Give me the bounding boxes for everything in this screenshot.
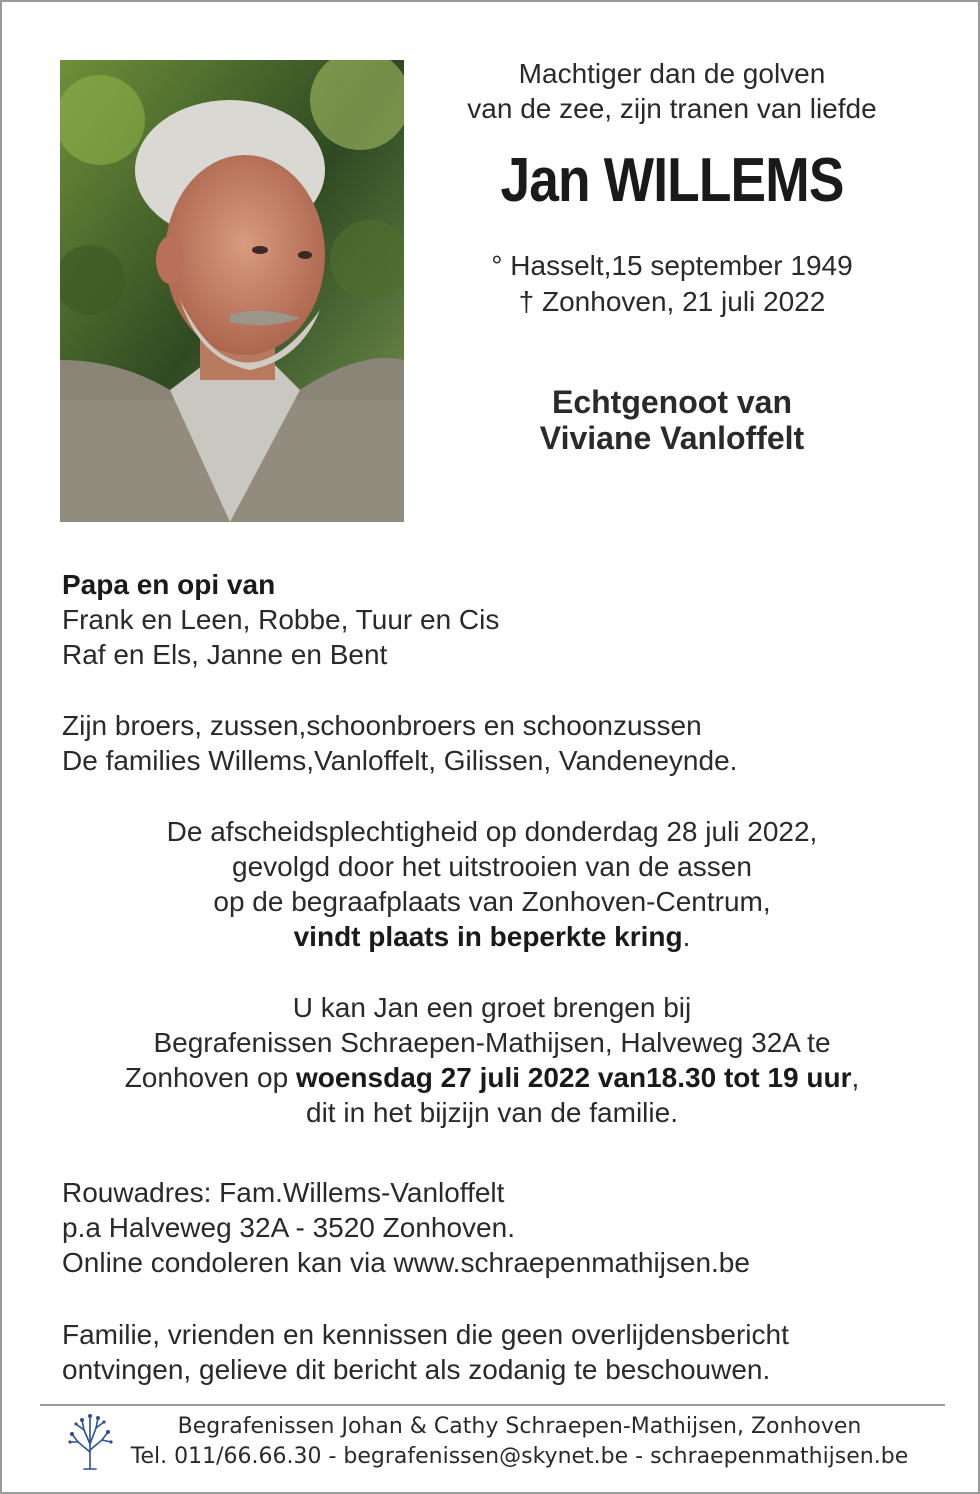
address-line: Rouwadres: Fam.Willems-Vanloffelt — [62, 1177, 505, 1208]
relatives-line: De families Willems,Vanloffelt, Gilissen, Vandeneynde. — [62, 745, 738, 776]
condolence-line: Online condoleren kan via www.schraepenmathijsen.be — [62, 1247, 750, 1278]
ceremony-emphasis: vindt plaats in beperkte kring — [293, 921, 683, 952]
children-heading: Papa en opi van — [62, 569, 276, 600]
ceremony-period: . — [682, 921, 691, 952]
life-dates — [422, 248, 922, 320]
visitation-line: Begrafenissen Schraepen-Mathijsen, Halveweg 32A te — [153, 1027, 831, 1058]
spouse-block — [422, 384, 922, 456]
relatives-block — [62, 708, 942, 778]
visitation-line: U kan Jan een groet brengen bij — [292, 992, 692, 1023]
portrait-image — [60, 60, 404, 522]
address-line: p.a Halveweg 32A - 3520 Zonhoven. — [62, 1212, 515, 1243]
visitation-text: Zonhoven op — [124, 1062, 296, 1093]
portrait-photo — [60, 60, 404, 522]
motto-line: Machtiger dan de golven — [518, 58, 826, 89]
visitation-comma: , — [851, 1062, 860, 1093]
children-line: Raf en Els, Janne en Bent — [62, 639, 388, 670]
children-line: Frank en Leen, Robbe, Tuur en Cis — [62, 604, 500, 635]
closing-line: ontvingen, gelieve dit bericht als zodanig te beschouwen. — [62, 1354, 771, 1385]
visitation-datetime: woensdag 27 juli 2022 van18.30 tot 19 uur — [295, 1062, 852, 1093]
funeral-home-name: Begrafenissen Johan & Cathy Schraepen-Mathijsen, Zonhoven — [177, 1414, 862, 1439]
relatives-line: Zijn broers, zussen,schoonbroers en schoonzussen — [62, 710, 702, 741]
motto-line: van de zee, zijn tranen van liefde — [467, 93, 877, 124]
closing-block — [62, 1317, 942, 1387]
visitation-line: dit in het bijzijn van de familie. — [306, 1097, 678, 1128]
death-date: † Zonhoven, 21 juli 2022 — [518, 286, 826, 317]
address-block — [62, 1175, 942, 1280]
funeral-home-contact: Tel. 011/66.66.30 - begrafenissen@skynet.be - schraepenmathijsen.be — [130, 1444, 909, 1469]
motto — [422, 56, 922, 126]
header-block — [422, 56, 922, 456]
children-block — [62, 567, 942, 672]
birth-date: ° Hasselt,15 september 1949 — [491, 250, 853, 281]
ceremony-line: op de begraafplaats van Zonhoven-Centrum, — [213, 886, 771, 917]
deceased-name: Jan WILLEMS — [500, 146, 844, 215]
visitation-line — [42, 1060, 942, 1095]
ceremony-line — [42, 919, 942, 954]
closing-line: Familie, vrienden en kennissen die geen overlijdensbericht — [62, 1319, 789, 1350]
visitation-block — [42, 990, 942, 1130]
spouse-name: Viviane Vanloffelt — [539, 420, 805, 456]
ceremony-line: gevolgd door het uitstrooien van de assen — [232, 851, 752, 882]
footer-divider — [40, 1404, 945, 1406]
ceremony-block — [42, 814, 942, 954]
ceremony-line: De afscheidsplechtigheid op donderdag 28 juli 2022, — [166, 816, 818, 847]
tree-icon — [64, 1412, 116, 1470]
footer-text — [122, 1412, 917, 1472]
spouse-label: Echtgenoot van — [551, 384, 792, 420]
